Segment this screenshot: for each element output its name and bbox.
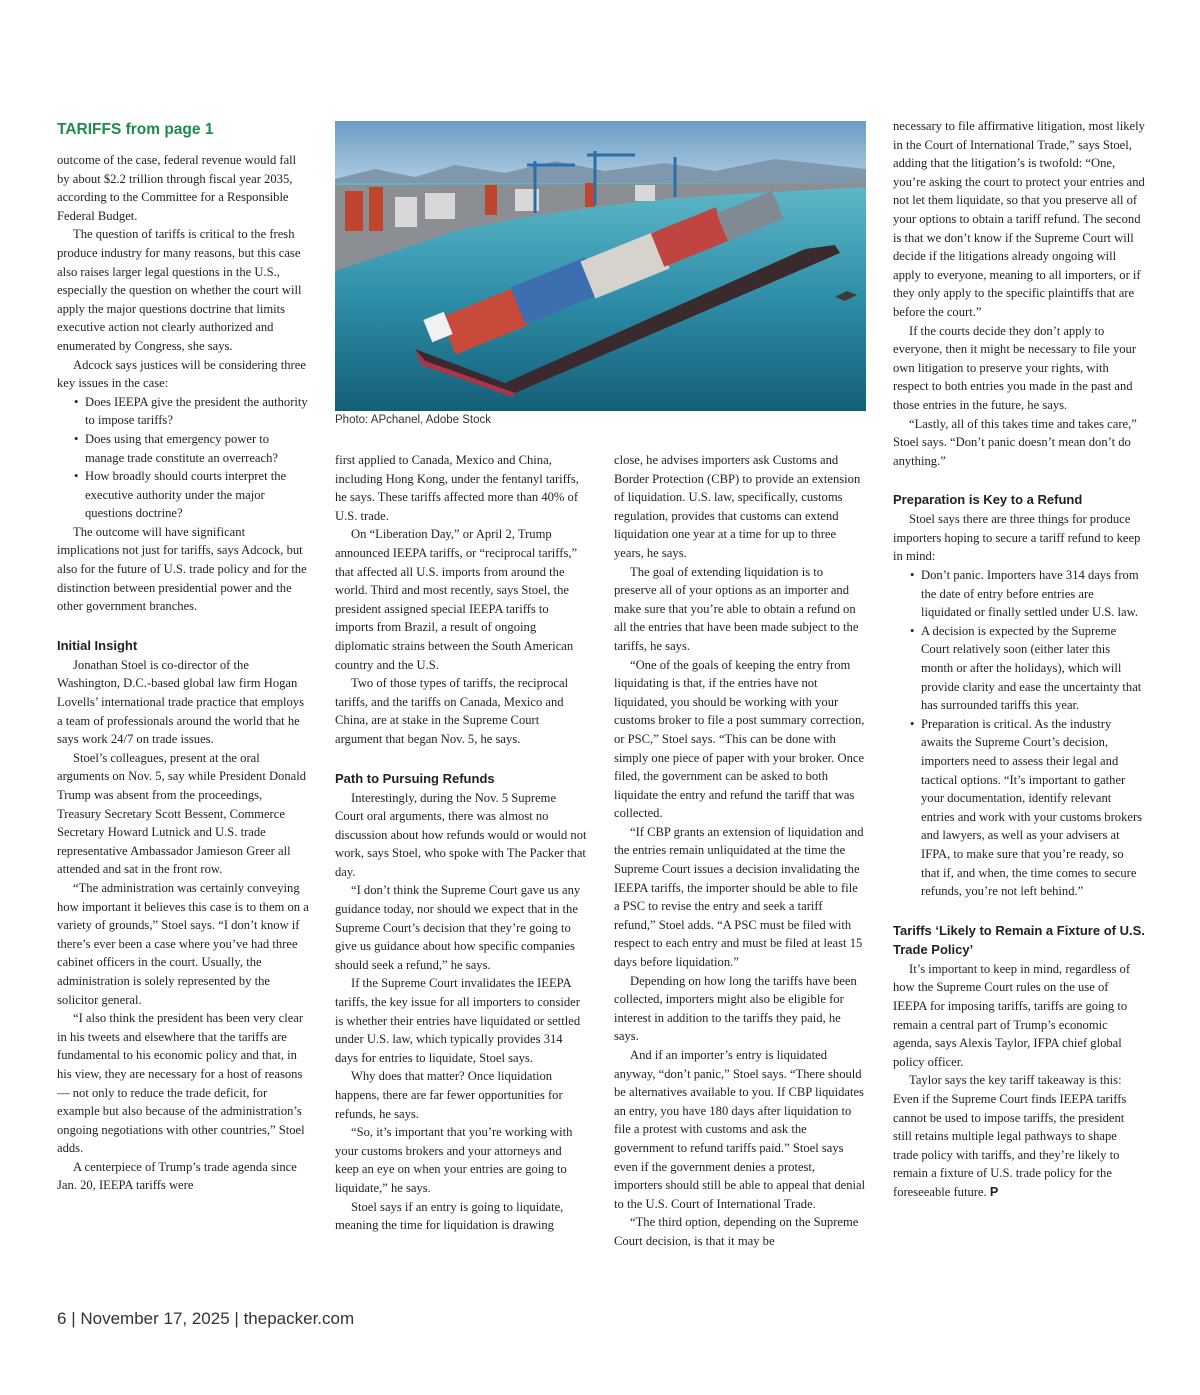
paragraph: If the Supreme Court invalidates the IEEPA tariffs, the key issue for all importers to consider is whether their entries have liquidated or settled under U.S. law, which typically provides 314 days for entries to liquidate, Stoel says. [335,976,581,1065]
subhead-tariffs-fixture: Tariffs ‘Likely to Remain a Fixture of U.S. Trade Policy’ [893,922,1145,957]
paragraph: “One of the goals of keeping the entry from liquidating is that, if the entries have not liquidated, you should be working with your customs broker to file a post summary correction, or PSC,” Stoel says. “This can be done with simply one piece of paper with your broker. Once filed, the government can be asked to both liquidate the entry and refund the tariff that was collected. [614,657,865,821]
paragraph: “If CBP grants an extension of liquidation and the entries remain unliquidated at the time the Supreme Court issues a decision invalidating the IEEPA tariffs, the importer should be able to file a PSC to revise the entry and seek a tariff refund,” Stoel adds. “A PSC must be filed with respect to each entry and must be filed at least 15 days before liquidation.” [614,824,864,970]
page-footer [57,1309,354,1329]
paragraph: first applied to Canada, Mexico and China, including Hong Kong, under the fentanyl tariffs, he says. These tariffs affected more than 40% of U.S. trade. [335,453,579,523]
subhead-preparation: Preparation is Key to a Refund [893,492,1083,508]
list-item: • Don’t panic. Importers have 314 days from the date of entry before entries are liquidated or finally settled under U.S. law. [893,566,1145,622]
jump-headline: TARIFFS from page 1 [57,121,214,138]
paragraph: If the courts decide they don’t apply to everyone, then it might be necessary to file your own litigation to preserve your rights, with respect to both entries you made in the past and those entries in the future, he says. [893,323,1137,412]
paragraph: necessary to file affirmative litigation, most likely in the Court of International Trade,” says Stoel, adding that the litigation’s is twofold: “One, you’re asking the court to protect your entries and not let them liquidate, so that you preserve all of your options to obtain a tariff refund. The second is that we don’t know if the Supreme Court will decide if the litigations already ongoing will apply to everyone, meaning to all importers, or if they only apply to the specific plaintiffs that are before the court.” [893,119,1145,319]
paragraph: The outcome will have significant implications not just for tariffs, says Adcock, but also for the future of U.S. trade policy and for the distinction between presidential power and the other government branches. [57,524,307,614]
paragraph: A centerpiece of Trump’s trade agenda since Jan. 20, IEEPA tariffs were [57,1159,297,1193]
subhead-path-to-refunds: Path to Pursuing Refunds [335,770,495,786]
paragraph: And if an importer’s entry is liquidated anyway, “don’t panic,” Stoel says. “There should be alternatives available to you. If CBP liquidates an entry, you have 180 days after liquidation to file a protest with customs and ask the government to refund tariffs paid.” Stoel says even if the government denies a protest, importers should still be able to appeal that denial to the U.S. Court of International Trade. [614,1048,866,1211]
paragraph: Jonathan Stoel is co-director of the Washington, D.C.-based global law firm Hogan Lovells’ international trade practice that employs a team of professionals around the world that he says work 24/7 on trade issues. [57,657,304,747]
end-mark: P [989,1184,999,1199]
paragraph: outcome of the case, federal revenue would fall by about $2.2 trillion through fiscal year 2035, according to the Committee for a Responsible Federal Budget. [57,153,297,223]
paragraph-text: Taylor says the key tariff takeaway is this: Even if the Supreme Court finds IEEPA tariffs cannot be used to impose tariffs, the president still retains multiple legal pathways to shape trade policy with tariffs, and they’re likely to remain a fixture of U.S. trade policy for the foreseeable future. [893,1073,1127,1199]
paragraph: “So, it’s important that you’re working with your customs brokers and your attorneys and keep an eye on when your entries are going to liquidate,” he says. [335,1125,573,1195]
bullet-list [57,393,309,523]
paragraph [893,1071,1145,1201]
paragraph: “I don’t think the Supreme Court gave us any guidance today, nor should we expect that in the Supreme Court’s decision that they’re going to give us guidance about how specific companies should seek a refund,” he says. [335,883,581,972]
paragraph: Two of those types of tariffs, the reciprocal tariffs, and the tariffs on Canada, Mexico and China, are at stake in the Supreme Court argument that began Nov. 5, he says. [335,676,569,746]
paragraph: Depending on how long the tariffs have been collected, importers might also be eligible for interest in addition to the tariffs they paid, he says. [614,973,857,1044]
paragraph: The goal of extending liquidation is to preserve all of your options as an importer and make sure that you’re able to obtain a refund on all the entries that have been made subject to the tariffs, he says. [614,564,859,653]
paragraph: On “Liberation Day,” or April 2, Trump announced IEEPA tariffs, or “reciprocal tariffs,” that affected all U.S. imports from around the world. Third and most recently, says Stoel, the president assigned special IEEPA tariffs to imports from Brazil, a result of ongoing diplomatic strains between the South American country and the U.S. [335,527,578,672]
page-number: 6 [57,1309,67,1328]
article-column-3 [614,451,866,1251]
list-item: • Preparation is critical. As the industry awaits the Supreme Court’s decision, importers need to assess their legal and tactical options. “It’s important to gather your documentation, identify relevant entries and work with your customs brokers and lawyers, as well as your advisers at IFPA, to make sure that you’re ready, so that if, and when, the time comes to secure refunds, you’re not left behind.” [893,715,1145,901]
paragraph: close, he advises importers ask Customs and Border Protection (CBP) to provide an extension of liquidation. U.S. law, specifically, customs regulation, provides that customs can extend liquidation one year at a time for up to three years, he says. [614,453,861,560]
cargo-ship-photo [335,121,866,411]
paragraph: Adcock says justices will be considering three key issues in the case: [57,357,306,391]
bullet-list [893,566,1145,901]
issue-date: November 17, 2025 [80,1309,230,1328]
footer-separator: | [234,1309,239,1328]
list-item: • Does using that emergency power to manage trade constitute an overreach? [57,430,309,467]
site-link[interactable]: thepacker.com [243,1309,355,1328]
paragraph: Stoel’s colleagues, present at the oral arguments on Nov. 5, say while President Donald Trump was absent from the proceedings, Treasury Secretary Scott Bessent, Commerce Secretary Howard Lutnick and U.S. trade representative Ambassador Jamieson Greer all attended and sat in the front row. [57,750,307,877]
article-column-1 [57,121,309,1195]
paragraph: It’s important to keep in mind, regardless of how the Supreme Court rules on the use of IEEPA for imposing tariffs, tariffs are going to remain a central part of Trump’s economic agenda, says Alexis Taylor, IFPA chief global policy officer. [893,961,1131,1069]
paragraph: Stoel says if an entry is going to liquidate, meaning the time for liquidation is drawing [335,1199,564,1233]
footer-separator: | [71,1309,76,1328]
paragraph: Why does that matter? Once liquidation happens, there are far fewer opportunities for refunds, he says. [335,1069,563,1121]
list-item: • A decision is expected by the Supreme Court relatively soon (either later this month or after the holidays), which will provide clarity and ease the uncertainty that has surrounded tariffs this year. [893,622,1145,715]
article-column-2 [335,451,587,1235]
photo-credit: Photo: APchanel, Adobe Stock [335,414,492,426]
list-item: • Does IEEPA give the president the authority to impose tariffs? [57,393,309,430]
paragraph: “The administration was certainly conveying how important it believes this case is to them on a variety of grounds,” Stoel says. “I don’t know if there’s ever been a case where you’ve had three cabinet officers in the court. Usually, the administration is solely represented by the solicitor general. [57,880,309,1007]
paragraph: Stoel says there are three things for produce importers hoping to secure a tariff refund to keep in mind: [893,512,1141,564]
paragraph: The question of tariffs is critical to the fresh produce industry for many reasons, but this case also raises larger legal questions in the U.S., especially the question on whether the court will apply the major questions doctrine that limits executive action not clearly authorized and enumerated by Congress, she says. [57,227,302,353]
list-item: • How broadly should courts interpret the executive authority under the major questions doctrine? [57,467,309,523]
paragraph: “Lastly, all of this takes time and takes care,” Stoel says. “Don’t panic doesn’t mean don’t do anything.” [893,416,1137,468]
paragraph: “I also think the president has been very clear in his tweets and elsewhere that the tariffs are fundamental to his economic policy and that, in his view, they are necessary for a host of reasons — not only to reduce the trade deficit, for example but also because of the administration’s ongoing negotiations with other countries,” Stoel adds. [57,1011,305,1156]
article-column-4 [893,117,1145,1201]
paragraph: “The third option, depending on the Supreme Court decision, is that it may be [614,1215,859,1248]
paragraph: Interestingly, during the Nov. 5 Supreme Court oral arguments, there was almost no discussion about how refunds would or would not work, says Stoel, who spoke with The Packer that day. [335,790,587,879]
subhead-initial-insight: Initial Insight [57,637,138,653]
